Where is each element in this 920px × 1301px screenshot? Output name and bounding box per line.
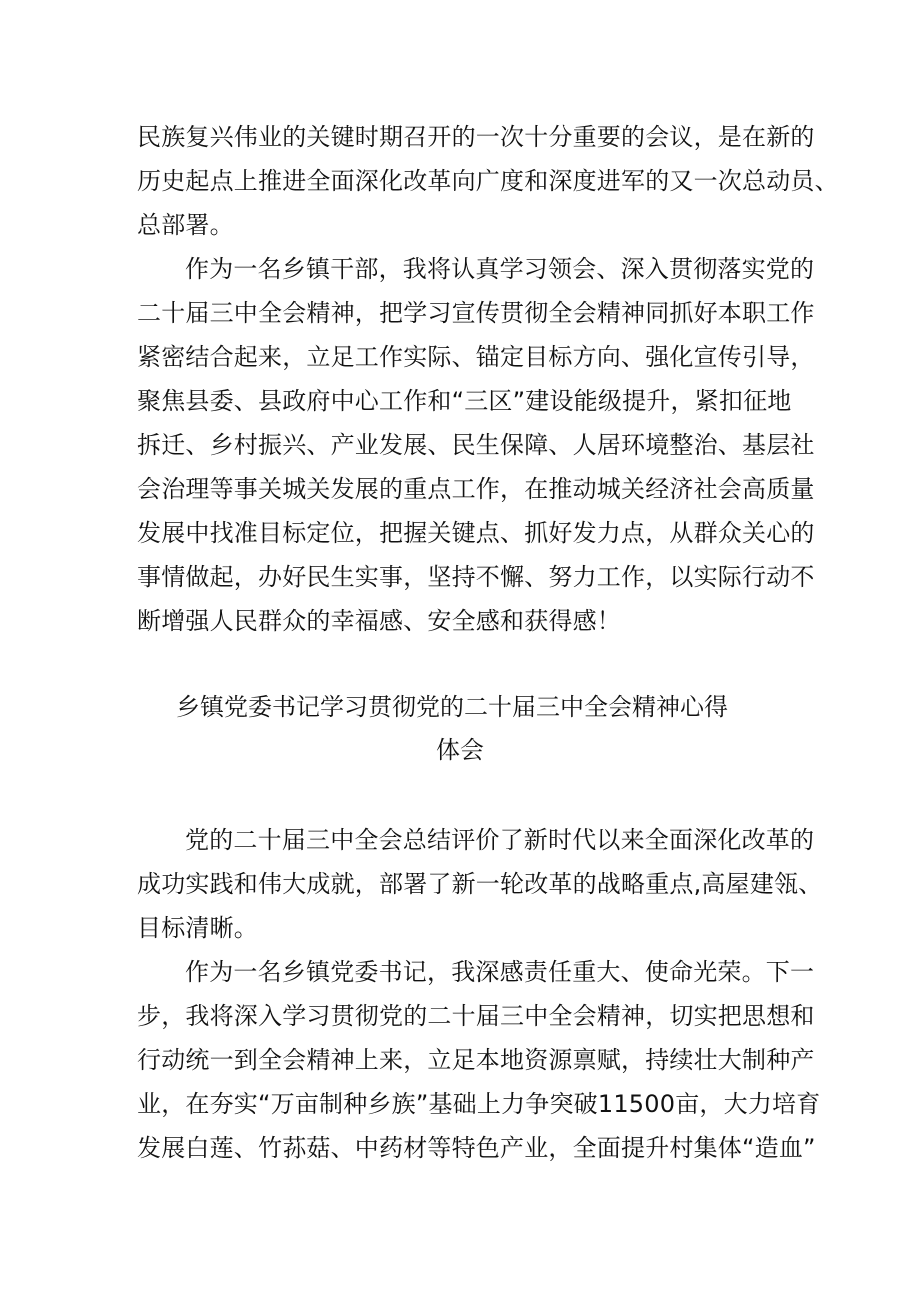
title-line: 体会 [436,736,484,764]
text-line: 断增强人民群众的幸福感、安全感和获得感！ [137,607,621,635]
text-line: 步，我将深入学习贯彻党的二十届三中全会精神，切实把思想和 [137,1002,815,1030]
text-line: 历史起点上推进全面深化改革向广度和深度进军的又一次总动员、 [137,167,839,195]
text-line: 总部署。 [137,211,234,239]
text-line: 行动统一到全会精神上来，立足本地资源禀赋，持续壮大制种产 [137,1046,815,1074]
text-line: 业，在夯实“万亩制种乡族”基础上力争突破11500亩，大力培育 [137,1090,821,1118]
text-line: 民族复兴伟业的关键时期召开的一次十分重要的会议，是在新的 [137,123,815,151]
text-line: 会治理等事关城关发展的重点工作，在推动城关经济社会高质量 [137,475,815,503]
text-line: 发展白莲、竹荪菇、中药材等特色产业，全面提升村集体“造血” [137,1134,816,1162]
text-line: 成功实践和伟大成就，部署了新一轮改革的战略重点,高屋建瓴、 [137,870,823,898]
text-line: 紧密结合起来，立足工作实际、锚定目标方向、强化宣传引导， [137,343,815,371]
text-line: 拆迁、乡村振兴、产业发展、民生保障、人居环境整治、基层社 [137,431,815,459]
text-line: 发展中找准目标定位，把握关键点、抓好发力点，从群众关心的 [137,519,815,547]
text-line: 聚焦县委、县政府中心工作和“三区”建设能级提升，紧扣征地 [137,387,792,415]
text-line: 目标清晰。 [137,914,258,942]
text-line: 作为一名乡镇党委书记，我深感责任重大、使命光荣。下一 [185,958,815,986]
text-line: 党的二十届三中全会总结评价了新时代以来全面深化改革的 [185,826,815,854]
text-line: 事情做起，办好民生实事，坚持不懈、努力工作，以实际行动不 [137,563,815,591]
text-line: 作为一名乡镇干部，我将认真学习领会、深入贯彻落实党的 [185,255,815,283]
text-line: 二十届三中全会精神，把学习宣传贯彻全会精神同抓好本职工作 [137,299,815,327]
title-line: 乡镇党委书记学习贯彻党的二十届三中全会精神心得 [176,693,728,721]
